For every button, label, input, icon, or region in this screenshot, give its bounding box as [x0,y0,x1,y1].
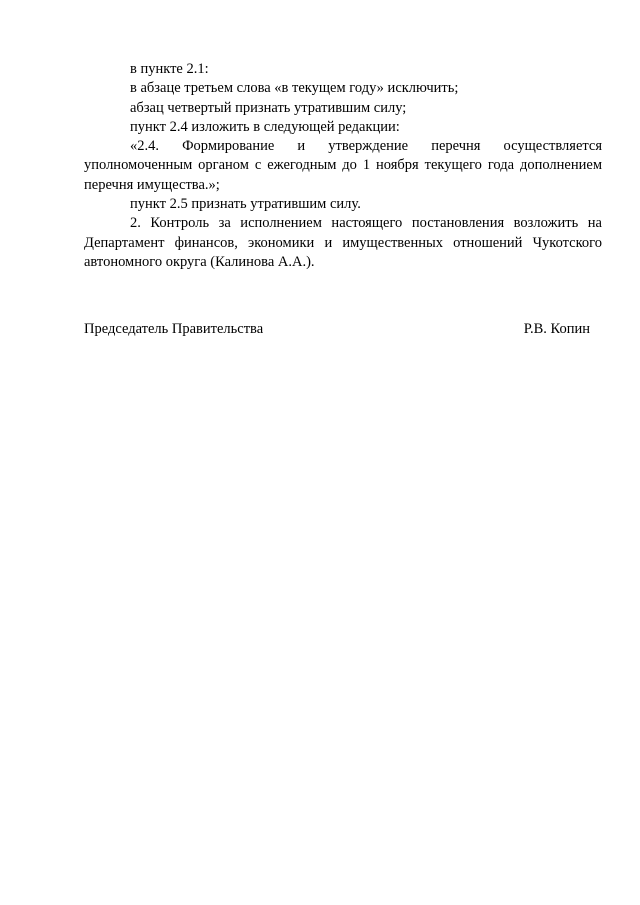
paragraph-clause-2-4-text: «2.4. Формирование и утверждение перечня осуществляется уполномоченным органом с ежегодным до 1 ноября текущего года дополнением перечня имущества.»; [84,138,602,193]
signatory-name: Р.В. Копин [523,321,590,337]
paragraph-third-subpara: в абзаце третьем слова «в текущем году» исключить; [130,80,459,97]
paragraph-clause-2-5: пункт 2.5 признать утратившим силу. [130,196,361,213]
signatory-position: Председатель Правительства [84,321,264,337]
paragraph-control: 2. Контроль за исполнением настоящего постановления возложить на Департамент финансов, экономики и имущественных отношений Чукотского автономного округа (Калинова А.А.). [84,215,602,270]
signature-block [84,320,590,339]
paragraph-clause-2-4: пункт 2.4 изложить в следующей редакции: [130,118,400,135]
paragraph-fourth-subpara: абзац четвертый признать утратившим силу; [130,99,407,116]
paragraph-clause-2-1: в пункте 2.1: [130,61,209,77]
document-body [84,60,602,272]
